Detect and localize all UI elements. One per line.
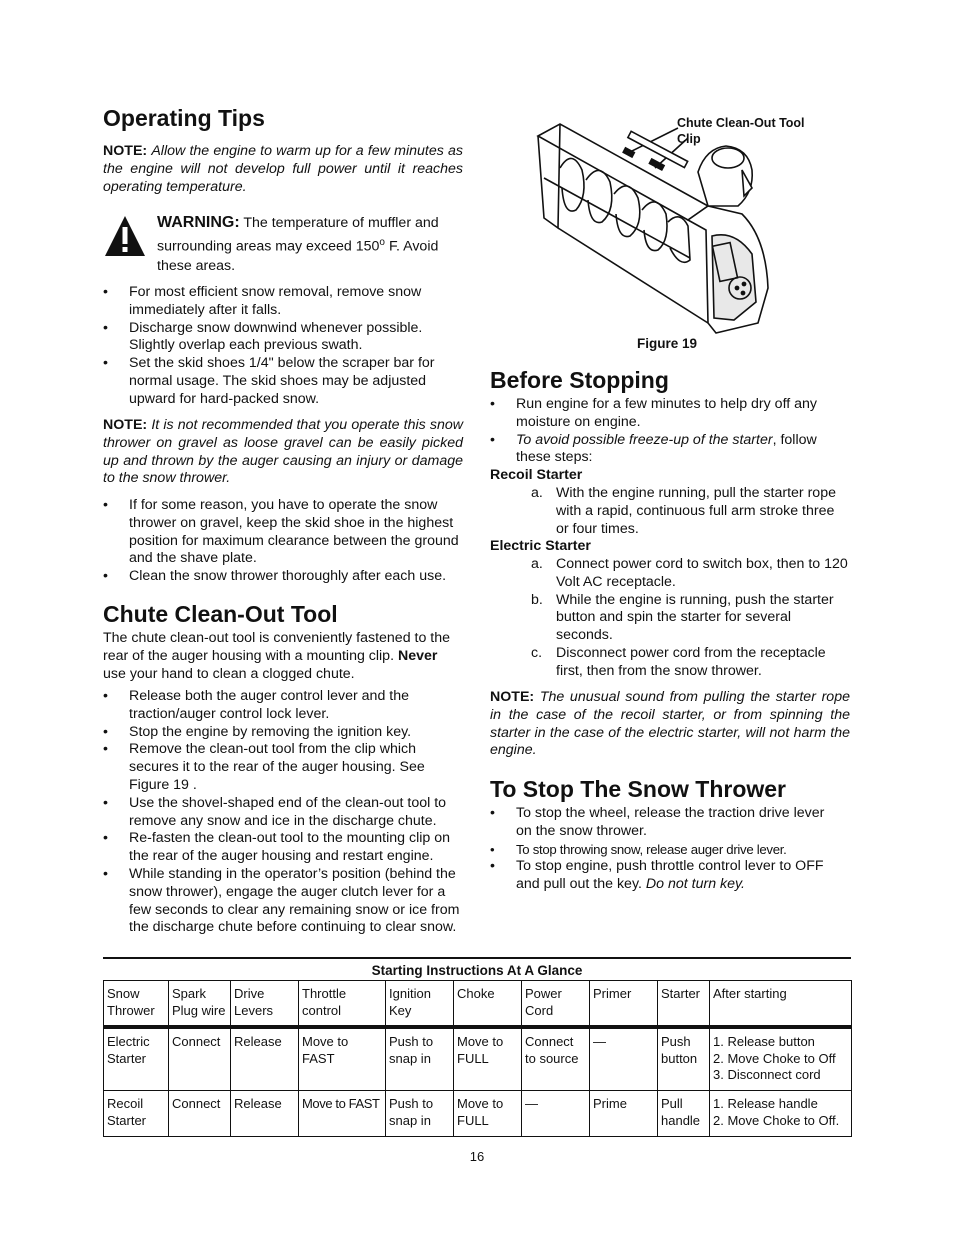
list-item: • Clean the snow thrower thoroughly after each use. <box>103 568 463 586</box>
table-cell: — <box>522 1091 590 1137</box>
gravel-note <box>103 417 463 488</box>
list-item: • Set the skid shoes 1/4" below the scraper bar for normal usage. The skid shoes may be adjusted upward for hard-packed snow. <box>103 355 443 408</box>
intro-never: Never <box>397 647 438 664</box>
callout-chute-tool: Chute Clean-Out Tool <box>677 116 805 130</box>
chute-tool-list <box>103 688 463 937</box>
table-cell: Electric Starter <box>104 1027 169 1091</box>
header-cell: Ignition Key <box>386 981 454 1028</box>
intro-text: use your hand to clean a clogged chute. <box>103 665 355 682</box>
header-cell: Drive Levers <box>231 981 299 1028</box>
header-cell: After starting <box>710 981 852 1028</box>
list-item: • Re-fasten the clean-out tool to the mounting clip on the rear of the auger housing and restart engine. <box>103 830 463 866</box>
header-cell: Throttle control <box>299 981 386 1028</box>
recoil-steps <box>531 485 849 538</box>
table-cell: — <box>590 1027 658 1091</box>
note-label: NOTE: <box>103 417 148 433</box>
recoil-starter-heading: Recoil Starter <box>490 467 583 483</box>
stop-thrower-heading: To Stop The Snow Thrower <box>490 776 787 802</box>
table-cell: Connect to source <box>522 1027 590 1091</box>
table-cell: Move to FULL <box>454 1027 522 1091</box>
degree-sup: o <box>379 237 385 248</box>
list-item: • Remove the clean-out tool from the clip which secures it to the rear of the auger housing. See Figure 19 . <box>103 741 463 794</box>
list-item <box>531 556 849 592</box>
list-item: • Use the shovel-shaped end of the clean-out tool to remove any snow and ice in the discharge chute. <box>103 795 463 831</box>
step-text: While the engine is running, push the starter button and spin the starter for several seconds. <box>556 591 834 644</box>
list-item: • To stop the wheel, release the traction drive lever on the snow thrower. <box>490 805 840 841</box>
list-item <box>531 485 849 538</box>
step-text: Disconnect power cord from the receptacle first, then from the snow thrower. <box>556 644 826 679</box>
table-cell: Push button <box>658 1027 710 1091</box>
table-cell: Move to FULL <box>454 1091 522 1137</box>
step-text: With the engine running, pull the starter rope with a rapid, continuous full arm stroke three or four times. <box>556 485 836 537</box>
warning-text-a: The temperature of muffler and surrounding areas may exceed 150 <box>157 215 439 255</box>
step-text: Connect power cord to switch box, then to 120 Volt AC receptacle. <box>556 556 848 590</box>
steps-text: , follow these steps: <box>516 431 817 466</box>
table-row <box>104 1091 852 1137</box>
before-stopping-heading: Before Stopping <box>490 367 669 393</box>
list-item: • For most efficient snow removal, remove snow immediately after it falls. <box>103 284 443 320</box>
starter-note <box>490 689 850 760</box>
list-item: • If for some reason, you have to operate the snow thrower on gravel, keep the skid shoe in the highest position for maximum clearance between the ground and the shave plate. <box>103 497 463 568</box>
table-top-rule <box>103 957 851 959</box>
electric-steps <box>531 556 849 681</box>
header-cell: Primer <box>590 981 658 1028</box>
table-row <box>104 1027 852 1091</box>
list-item: • Stop the engine by removing the ignition key. <box>103 724 463 742</box>
list-item: • Release both the auger control lever and the traction/auger control lock lever. <box>103 688 463 724</box>
header-cell: Choke <box>454 981 522 1028</box>
table-cell: Move to FAST <box>299 1027 386 1091</box>
chute-tool-intro <box>103 630 463 683</box>
list-item <box>490 858 840 894</box>
list-item <box>531 645 849 681</box>
header-cell: Starter <box>658 981 710 1028</box>
snow-thrower-illustration <box>530 118 780 340</box>
table-cell: Connect <box>169 1091 231 1137</box>
table-cell: Connect <box>169 1027 231 1091</box>
before-stopping-list <box>490 396 835 467</box>
callout-clip: Clip <box>677 132 701 146</box>
table-header-row <box>104 981 852 1028</box>
header-cell: Snow Thrower <box>104 981 169 1028</box>
note-text: It is not recommended that you operate this snow thrower on gravel as loose gravel can be easily picked up and thrown by the auger causing an injury or damage to the snow thrower. <box>103 417 463 487</box>
page-number: 16 <box>469 1149 485 1164</box>
note-text: Allow the engine to warm up for a few minutes as the engine will not develop full power until it reaches operating temperature. <box>103 143 463 195</box>
list-item: • Run engine for a few minutes to help dry off any moisture on engine. <box>490 396 835 432</box>
note-label: NOTE: <box>490 689 535 705</box>
table-cell: Recoil Starter <box>104 1091 169 1137</box>
chute-tool-heading: Chute Clean-Out Tool <box>103 601 338 627</box>
intro-text: The chute clean-out tool is conveniently fastened to the rear of the auger housing with a mounting clip. <box>103 630 451 664</box>
do-not-turn-key: Do not turn key. <box>645 876 745 893</box>
step-marker: a. <box>531 485 543 501</box>
gravel-list <box>103 497 463 586</box>
table-cell: Move to FAST <box>299 1091 386 1137</box>
freeze-up-text: To avoid possible freeze-up of the starter <box>516 431 773 448</box>
table-cell: Release <box>231 1027 299 1091</box>
warning-text-b: F. Avoid these areas. <box>157 238 439 274</box>
note-text: The unusual sound from pulling the starter rope in the case of the recoil starter, or from spinning the starter in the case of the electric starter, will not harm the engine. <box>490 689 850 759</box>
starting-instructions-table <box>103 980 852 1137</box>
warning-triangle-icon <box>103 214 147 258</box>
header-cell: Spark Plug wire <box>169 981 231 1028</box>
stop-engine-text: To stop engine, push throttle control lever to OFF and pull out the key. <box>516 858 824 893</box>
figure-caption: Figure 19 <box>637 336 698 351</box>
table-title: Starting Instructions At A Glance <box>371 963 583 978</box>
list-item: • To stop throwing snow, release auger drive lever. <box>490 841 840 859</box>
list-item: • Discharge snow downwind whenever possible. Slightly overlap each previous swath. <box>103 320 443 356</box>
step-marker: b. <box>531 591 543 608</box>
warning-block <box>157 213 457 276</box>
header-cell: Power Cord <box>522 981 590 1028</box>
electric-starter-heading: Electric Starter <box>490 538 591 554</box>
table-cell: Release <box>231 1091 299 1137</box>
list-item: • While standing in the operator’s position (behind the snow thrower), engage the auger clutch lever for a few seconds to clear any remaining snow or ice from the discharge chute before continuing to clear snow. <box>103 866 463 937</box>
table-cell: Push to snap in <box>386 1027 454 1091</box>
list-item <box>531 592 849 645</box>
step-marker: a. <box>531 556 543 572</box>
table-cell: Pull handle <box>658 1091 710 1137</box>
table-cell: 1. Release button 2. Move Choke to Off 3. Disconnect cord <box>710 1027 852 1091</box>
stop-thrower-list <box>490 805 840 894</box>
table-cell: 1. Release handle 2. Move Choke to Off. <box>710 1091 852 1137</box>
warning-label: WARNING: <box>157 214 240 231</box>
list-item <box>490 432 835 468</box>
operating-tips-list <box>103 284 443 409</box>
table-cell: Push to snap in <box>386 1091 454 1137</box>
operating-tips-heading: Operating Tips <box>103 105 265 131</box>
operating-tips-note <box>103 143 463 196</box>
note-label: NOTE: <box>103 143 148 159</box>
table-cell: Prime <box>590 1091 658 1137</box>
step-marker: c. <box>531 644 543 661</box>
